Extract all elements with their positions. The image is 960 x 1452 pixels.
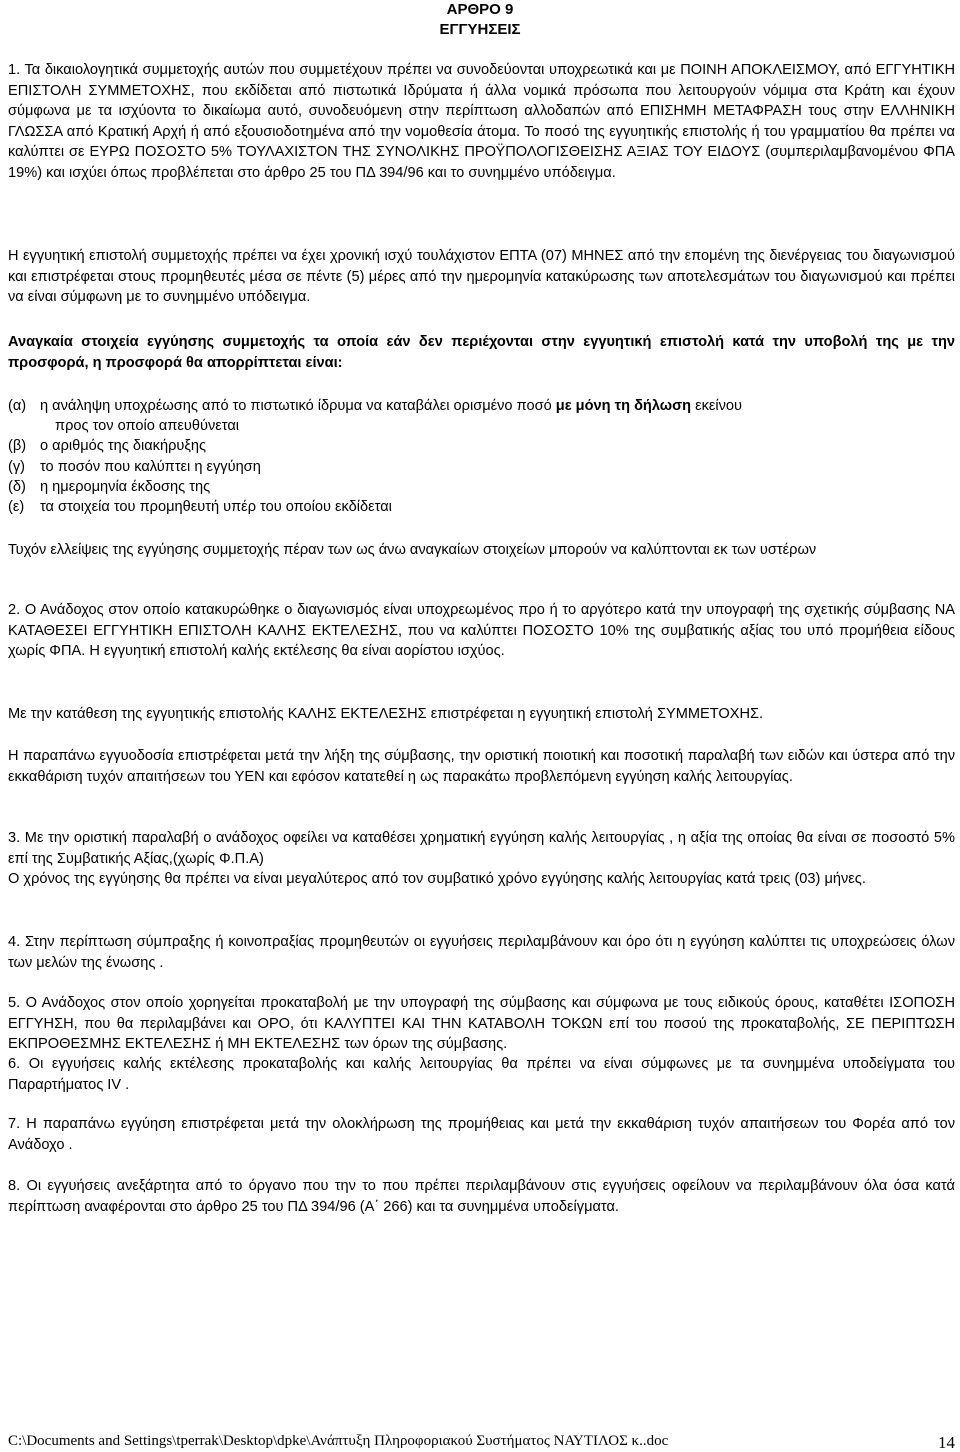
list-item-text: ο αριθμός της διακήρυξης (40, 438, 207, 455)
list-item-label: (ε) (8, 499, 25, 516)
paragraph-required-elements: Αναγκαία στοιχεία εγγύησης συμμετοχής τα οποία εάν δεν περιέχονται στην εγγυητική επιστολή κατά την υποβολή της με την προσφορά, η προσφορά θα απορρίπτεται είναι: (8, 334, 955, 371)
file-path: C:\Documents and Settings\tperrak\Desktop\dpke\Ανάπτυξη Πληροφοριακού Συστήματος ΝΑΥΤΙΛΟΣ κ..doc (8, 1433, 669, 1449)
list-item-text-part: η ανάληψη υποχρέωσης από το πιστωτικό ίδρυμα να καταβάλει ορισμένο ποσό (40, 398, 556, 414)
list-item-text: το ποσόν που καλύπτει η εγγύηση (40, 458, 261, 475)
list-item-label: (γ) (8, 458, 26, 475)
paragraph-guarantee-return: Η παραπάνω εγγυοδοσία επιστρέφεται μετά την λήξη της σύμβασης, την οριστική ποιοτική και ποσοτική παραλαβή των ειδών και ύστερα από την εκκαθάριση τυχόν απαιτήσεων του ΥΕΝ και εφόσον κατατεθεί η ως παρακάτω προβλεπόμενη εγγύηση καλής λειτουργίας. (8, 748, 955, 785)
paragraph-deficiencies: Τυχόν ελλείψεις της εγγύησης συμμετοχής πέραν των ως άνω αναγκαίων στοιχείων μπορούν να καλύπτονται εκ των υστέρων (8, 542, 817, 558)
required-elements-list (8, 396, 955, 517)
paragraph-5: 5. Ο Ανάδοχος στον οποίο χορηγείται προκαταβολή με την υπογραφή της σύμβασης και σύμφωνα με τους ειδικούς όρους, καταθέτει ΙΣΟΠΟΣΗ ΕΓΓΥΗΣΗ, που θα περιλαμβάνει και ΟΡΟ, ότι ΚΑΛΥΠΤΕΙ ΚΑΙ ΤΗΝ ΚΑΤΑΒΟΛΗ ΤΟΚΩΝ επί του ποσού της προκαταβολής, ΣΕ ΠΕΡΙΠΤΩΣΗ ΕΚΠΡΟΘΕΣΜΗΣ ΕΚΤΕΛΕΣΗΣ ή ΜΗ ΕΚΤΕΛΕΣΗΣ των όρων της σύμβασης. (8, 995, 955, 1052)
paragraph-7: 7. Η παραπάνω εγγύηση επιστρέφεται μετά την ολοκλήρωση της προμήθειας και μετά την εκκαθάριση τυχόν απαιτήσεων του Φορέα από τον Ανάδοχο . (8, 1116, 955, 1153)
list-item-label: (α) (8, 398, 27, 414)
list-item (8, 457, 955, 477)
list-item-text: τα στοιχεία του προμηθευτή υπέρ του οποίου εκδίδεται (40, 499, 392, 516)
paragraph-3 (8, 828, 955, 890)
paragraph-4: 4. Στην περίπτωση σύμπραξης ή κοινοπραξίας προμηθευτών οι εγγυήσεις περιλαμβάνουν και όρο ότι η εγγύηση καλύπτει τις υποχρεώσεις όλων των μελών της ένωσης . (8, 934, 955, 971)
list-item-continuation: προς τον οποίο απευθύνεται (55, 418, 240, 435)
paragraph-2: 2. Ο Ανάδοχος στον οποίο κατακυρώθηκε ο διαγωνισμός είναι υποχρεωμένος προ ή το αργότερο κατά την υπογραφή της σχετικής σύμβασης ΝΑ ΚΑΤΑΘΕΣΕΙ ΕΓΓΥΗΤΙΚΗ ΕΠΙΣΤΟΛΗ ΚΑΛΗΣ ΕΚΤΕΛΕΣΗΣ, που να καλύπτει ΠΟΣΟΣΤΟ 10% της συμβατικής αξίας του υπό προμήθεια είδους χωρίς ΦΠΑ. Η εγγυητική επιστολή καλής εκτέλεσης θα είναι αορίστου ισχύος. (8, 602, 955, 659)
list-item-label: (β) (8, 438, 27, 455)
article-number: ΑΡΘΡΟ 9 (446, 1, 514, 18)
paragraph-8: 8. Οι εγγυήσεις ανεξάρτητα από το όργανο που την το που πρέπει περιλαμβάνουν στις εγγυήσεις οφείλουν να περιλαμβάνουν όλα όσα κατά περίπτωση αναφέρονται στο άρθρο 25 του ΠΔ 394/96 (Α΄ 266) και τα συνημμένα υποδείγματα. (8, 1178, 955, 1215)
list-item (8, 497, 955, 517)
page-number: 14 (938, 1433, 955, 1452)
list-item-text (40, 396, 955, 416)
paragraph-return-participation: Με την κατάθεση της εγγυητικής επιστολής ΚΑΛΗΣ ΕΚΤΕΛΕΣΗΣ επιστρέφεται η εγγυητική επιστολή ΣΥΜΜΕΤΟΧΗΣ. (8, 706, 764, 722)
list-item-label: (δ) (8, 478, 26, 495)
list-item-bold-text: με μόνη τη δήλωση (555, 398, 692, 414)
list-item-text: η ημερομηνία έκδοσης της (40, 478, 211, 495)
list-item (8, 396, 955, 416)
paragraph-3-line-b: Ο χρόνος της εγγύησης θα πρέπει να είναι μεγαλύτερος από τον συμβατικό χρόνο εγγύησης καλής λειτουργίας κατά τρεις (03) μήνες. (8, 871, 866, 887)
list-item-text-part: εκείνου (691, 398, 743, 414)
paragraph-1: 1. Τα δικαιολογητικά συμμετοχής αυτών που συμμετέχουν πρέπει να συνοδεύονται υποχρεωτικά και με ΠΟΙΝΗ ΑΠΟΚΛΕΙΣΜΟΥ, από ΕΓΓΥΗΤΙΚΗ ΕΠΙΣΤΟΛΗ ΣΥΜΜΕΤΟΧΗΣ, που εκδίδεται από πιστωτικά Ιδρύματα ή άλλα νομικά πρόσωπα που λειτουργούν νόμιμα στα Κράτη και έχουν σύμφωνα με τα ισχύοντα το δικαίωμα αυτό, συνοδευόμενη στην περίπτωση αλλοδαπών από ΕΠΙΣΗΜΗ ΜΕΤΑΦΡΑΣΗ τους στην ΕΛΛΗΝΙΚΗ ΓΛΩΣΣΑ από Κρατική Αρχή ή από εξουσιοδοτημένα από την νομοθεσία άτομα. Το ποσό της εγγυητικής επιστολής ή του γραμματίου θα πρέπει να καλύπτει σε ΕΥΡΩ ΠΟΣΟΣΤΟ 5% ΤΟΥΛΑΧΙΣΤΟΝ ΤΗΣ ΣΥΝΟΛΙΚΗΣ ΠΡΟΫΠΟΛΟΓΙΣΘΕΙΣΗΣ ΑΞΙΑΣ ΤΟΥ ΕΙΔΟΥΣ (συμπεριλαμβανομένου ΦΠΑ 19%) και ισχύει όπως προβλέπεται στο άρθρο 25 του ΠΔ 394/96 και το συνημμένο υπόδειγμα. (8, 62, 955, 181)
paragraph-6: 6. Οι εγγυήσεις καλής εκτέλεσης προκαταβολής και καλής λειτουργίας θα πρέπει να είναι σύμφωνες με τα συνημμένα υποδείγματα του Παραρτήματος IV . (8, 1056, 955, 1093)
list-item (8, 477, 955, 497)
paragraph-3-line-a: 3. Με την οριστική παραλαβή ο ανάδοχος οφείλει να καταθέσει χρηματική εγγύηση καλής λειτουργίας , η αξία της οποίας θα είναι σε ποσοστό 5% επί της Συμβατικής Αξίας,(χωρίς Φ.Π.Α) (8, 830, 955, 867)
article-title: ΕΓΓΥΗΣΕΙΣ (439, 21, 521, 38)
paragraph-validity: Η εγγυητική επιστολή συμμετοχής πρέπει να έχει χρονική ισχύ τουλάχιστον ΕΠΤΑ (07) ΜΗΝΕΣ από την επομένη της διενέργειας του διαγωνισμού και επιστρέφεται στους προμηθευτές μέσα σε πέντε (5) μέρες από την ημερομηνία κατακύρωσης των αποτελεσμάτων του διαγωνισμού και πρέπει να είναι σύμφωνη με το συνημμένο υπόδειγμα. (8, 248, 955, 305)
list-item (8, 436, 955, 456)
